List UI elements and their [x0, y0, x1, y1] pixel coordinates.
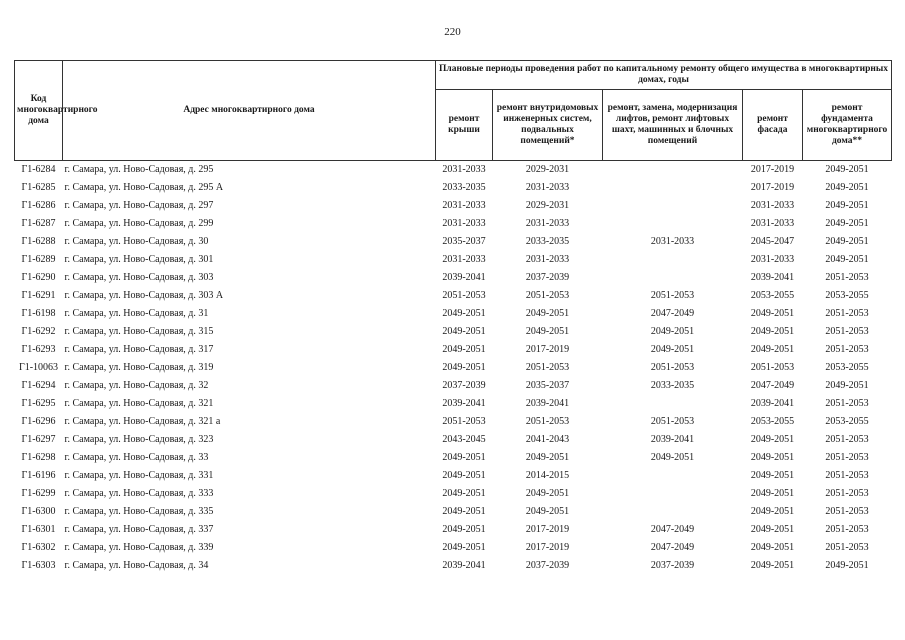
table-row — [15, 269, 892, 287]
cell-address: г. Самара, ул. Ново-Садовая, д. 315 — [64, 326, 214, 337]
cell-roof: 2049-2051 — [442, 470, 486, 481]
cell-facade: 2031-2033 — [750, 254, 795, 265]
cell-code: Г1-6295 — [21, 398, 56, 409]
cell-code: Г1-6296 — [21, 416, 56, 427]
cell-facade: 2049-2051 — [750, 452, 795, 463]
cell-address: г. Самара, ул. Ново-Садовая, д. 335 — [64, 506, 214, 517]
cell-code: Г1-6302 — [21, 542, 56, 553]
cell-internal-systems: 2049-2051 — [525, 488, 570, 499]
cell-internal-systems: 2037-2039 — [525, 560, 570, 571]
cell-foundation: 2049-2051 — [825, 560, 869, 571]
cell-code: Г1-6284 — [15, 161, 63, 180]
cell-internal-systems: 2017-2019 — [525, 344, 570, 355]
cell-address: г. Самара, ул. Ново-Садовая, д. 303 — [64, 272, 214, 283]
table-row — [15, 431, 892, 449]
cell-foundation: 2051-2053 — [825, 470, 869, 481]
cell-roof: 2031-2033 — [442, 200, 486, 211]
cell-foundation: 2051-2053 — [825, 344, 869, 355]
cell-code: Г1-6294 — [21, 380, 56, 391]
cell-address: г. Самара, ул. Ново-Садовая, д. 323 — [64, 434, 214, 445]
cell-lifts: 2049-2051 — [650, 452, 695, 463]
cell-roof: 2049-2051 — [442, 452, 486, 463]
cell-address: г. Самара, ул. Ново-Садовая, д. 317 — [64, 344, 214, 355]
cell-foundation: 2049-2051 — [803, 161, 892, 180]
table-row — [15, 557, 892, 575]
cell-address: г. Самара, ул. Ново-Садовая, д. 319 — [64, 362, 214, 373]
cell-foundation: 2049-2051 — [825, 254, 869, 265]
cell-lifts: 2051-2053 — [650, 290, 695, 301]
table-row — [15, 485, 892, 503]
cell-lifts: 2047-2049 — [650, 542, 695, 553]
table-row — [15, 467, 892, 485]
cell-roof: 2051-2053 — [442, 416, 486, 427]
cell-internal-systems: 2049-2051 — [525, 452, 570, 463]
cell-roof: 2031-2033 — [436, 161, 493, 180]
table-row — [15, 215, 892, 233]
cell-roof: 2033-2035 — [442, 182, 486, 193]
header-foundation: ремонт фундамента многоквартирного дома** — [803, 90, 892, 161]
table-row — [15, 413, 892, 431]
cell-code: Г1-6299 — [21, 488, 56, 499]
cell-code: Г1-6298 — [21, 452, 56, 463]
cell-facade: 2053-2055 — [750, 290, 795, 301]
cell-code: Г1-6291 — [21, 290, 56, 301]
cell-code: Г1-6285 — [21, 182, 56, 193]
table-row — [15, 179, 892, 197]
cell-foundation: 2053-2055 — [825, 290, 869, 301]
cell-foundation: 2049-2051 — [825, 200, 869, 211]
cell-roof: 2049-2051 — [442, 506, 486, 517]
cell-address: г. Самара, ул. Ново-Садовая, д. 34 — [64, 560, 209, 571]
cell-foundation: 2053-2055 — [825, 416, 869, 427]
table-row — [15, 305, 892, 323]
cell-foundation: 2049-2051 — [825, 380, 869, 391]
table-row — [15, 341, 892, 359]
cell-code: Г1-6297 — [21, 434, 56, 445]
cell-foundation: 2049-2051 — [825, 236, 869, 247]
cell-foundation: 2051-2053 — [825, 272, 869, 283]
table-row — [15, 323, 892, 341]
cell-internal-systems: 2033-2035 — [525, 236, 570, 247]
cell-lifts — [603, 161, 743, 180]
cell-lifts — [603, 467, 743, 485]
cell-internal-systems: 2051-2053 — [525, 416, 570, 427]
table-row — [15, 377, 892, 395]
cell-facade: 2049-2051 — [750, 542, 795, 553]
cell-internal-systems: 2051-2053 — [525, 290, 570, 301]
cell-foundation: 2051-2053 — [825, 308, 869, 319]
cell-facade: 2049-2051 — [750, 470, 795, 481]
cell-address: г. Самара, ул. Ново-Садовая, д. 301 — [64, 254, 214, 265]
cell-internal-systems: 2035-2037 — [525, 380, 570, 391]
cell-roof: 2039-2041 — [442, 272, 486, 283]
cell-code: Г1-6286 — [21, 200, 56, 211]
cell-facade: 2039-2041 — [750, 272, 795, 283]
cell-foundation: 2049-2051 — [825, 182, 869, 193]
cell-lifts — [603, 395, 743, 413]
cell-internal-systems: 2041-2043 — [525, 434, 570, 445]
cell-lifts — [603, 269, 743, 287]
cell-lifts — [603, 251, 743, 269]
cell-roof: 2039-2041 — [442, 398, 486, 409]
cell-facade: 2031-2033 — [750, 200, 795, 211]
table-body — [15, 161, 892, 576]
cell-facade: 2017-2019 — [750, 182, 795, 193]
cell-roof: 2049-2051 — [442, 524, 486, 535]
header-periods: Плановые периоды проведения работ по капитальному ремонту общего имущества в многоквартирных домах, годы — [436, 61, 892, 90]
cell-facade: 2051-2053 — [750, 362, 795, 373]
cell-lifts: 2049-2051 — [650, 326, 695, 337]
cell-address: г. Самара, ул. Ново-Садовая, д. 295 А — [64, 182, 224, 193]
cell-roof: 2049-2051 — [442, 488, 486, 499]
table-row — [15, 503, 892, 521]
table-row — [15, 395, 892, 413]
cell-facade: 2049-2051 — [750, 560, 795, 571]
cell-code: Г1-6293 — [21, 344, 56, 355]
header-internal-systems: ремонт внутридомовых инженерных систем, подвальных помещений* — [493, 90, 603, 161]
cell-facade: 2049-2051 — [750, 488, 795, 499]
table-row — [15, 521, 892, 539]
cell-foundation: 2051-2053 — [825, 398, 869, 409]
cell-facade: 2049-2051 — [750, 326, 795, 337]
cell-lifts — [603, 503, 743, 521]
cell-foundation: 2051-2053 — [825, 542, 869, 553]
cell-address: г. Самара, ул. Ново-Садовая, д. 31 — [64, 308, 209, 319]
cell-code: Г1-6198 — [21, 308, 56, 319]
cell-lifts: 2051-2053 — [650, 362, 695, 373]
cell-foundation: 2053-2055 — [825, 362, 869, 373]
cell-code: Г1-6303 — [21, 560, 56, 571]
header-lifts: ремонт, замена, модернизация лифтов, ремонт лифтовых шахт, машинных и блочных помещений — [603, 90, 743, 161]
cell-facade: 2045-2047 — [750, 236, 795, 247]
cell-code: Г1-6301 — [21, 524, 56, 535]
cell-facade: 2049-2051 — [750, 506, 795, 517]
cell-roof: 2049-2051 — [442, 308, 486, 319]
cell-facade: 2031-2033 — [750, 218, 795, 229]
table-row — [15, 161, 892, 180]
cell-roof: 2035-2037 — [442, 236, 486, 247]
cell-address: г. Самара, ул. Ново-Садовая, д. 297 — [64, 200, 214, 211]
cell-address: г. Самара, ул. Ново-Садовая, д. 321 — [64, 398, 214, 409]
cell-roof: 2049-2051 — [442, 362, 486, 373]
table-row — [15, 359, 892, 377]
cell-lifts — [603, 215, 743, 233]
cell-code: Г1-6290 — [21, 272, 56, 283]
cell-lifts: 2047-2049 — [650, 308, 695, 319]
cell-internal-systems: 2049-2051 — [525, 308, 570, 319]
cell-lifts: 2033-2035 — [650, 380, 695, 391]
cell-internal-systems: 2017-2019 — [525, 524, 570, 535]
cell-roof: 2051-2053 — [442, 290, 486, 301]
cell-lifts: 2039-2041 — [650, 434, 695, 445]
cell-address: г. Самара, ул. Ново-Садовая, д. 32 — [64, 380, 209, 391]
cell-roof: 2049-2051 — [442, 542, 486, 553]
cell-code: Г1-6288 — [21, 236, 56, 247]
cell-address: г. Самара, ул. Ново-Садовая, д. 333 — [64, 488, 214, 499]
cell-internal-systems: 2031-2033 — [525, 254, 570, 265]
table-row — [15, 449, 892, 467]
cell-internal-systems: 2049-2051 — [525, 326, 570, 337]
cell-internal-systems: 2029-2031 — [525, 200, 570, 211]
cell-address: г. Самара, ул. Ново-Садовая, д. 299 — [64, 218, 214, 229]
cell-internal-systems: 2031-2033 — [525, 218, 570, 229]
cell-foundation: 2051-2053 — [825, 434, 869, 445]
cell-roof: 2049-2051 — [442, 326, 486, 337]
table-header — [15, 61, 892, 161]
cell-lifts: 2047-2049 — [650, 524, 695, 535]
cell-roof: 2031-2033 — [442, 254, 486, 265]
cell-code: Г1-6287 — [21, 218, 56, 229]
cell-lifts — [603, 197, 743, 215]
cell-foundation: 2051-2053 — [825, 506, 869, 517]
cell-roof: 2037-2039 — [442, 380, 486, 391]
cell-roof: 2039-2041 — [442, 560, 486, 571]
cell-foundation: 2051-2053 — [825, 524, 869, 535]
header-address: Адрес многоквартирного дома — [63, 61, 436, 161]
cell-facade: 2053-2055 — [750, 416, 795, 427]
cell-address: г. Самара, ул. Ново-Садовая, д. 295 — [63, 161, 436, 180]
cell-lifts: 2037-2039 — [650, 560, 695, 571]
cell-internal-systems: 2049-2051 — [525, 506, 570, 517]
table-row — [15, 197, 892, 215]
cell-internal-systems: 2017-2019 — [525, 542, 570, 553]
header-facade: ремонт фасада — [743, 90, 803, 161]
cell-facade: 2017-2019 — [743, 161, 803, 180]
cell-internal-systems: 2037-2039 — [525, 272, 570, 283]
cell-facade: 2039-2041 — [750, 398, 795, 409]
cell-foundation: 2051-2053 — [825, 488, 869, 499]
header-code: Код многоквартирного дома — [15, 61, 63, 161]
cell-internal-systems: 2029-2031 — [493, 161, 603, 180]
cell-internal-systems: 2039-2041 — [525, 398, 570, 409]
cell-code: Г1-6196 — [21, 470, 56, 481]
header-roof: ремонт крыши — [436, 90, 493, 161]
cell-roof: 2031-2033 — [442, 218, 486, 229]
cell-internal-systems: 2014-2015 — [525, 470, 570, 481]
cell-lifts: 2049-2051 — [650, 344, 695, 355]
cell-address: г. Самара, ул. Ново-Садовая, д. 331 — [64, 470, 214, 481]
cell-foundation: 2049-2051 — [825, 218, 869, 229]
cell-internal-systems: 2051-2053 — [525, 362, 570, 373]
cell-lifts — [603, 485, 743, 503]
cell-code: Г1-6289 — [21, 254, 56, 265]
cell-address: г. Самара, ул. Ново-Садовая, д. 33 — [64, 452, 209, 463]
cell-facade: 2049-2051 — [750, 344, 795, 355]
cell-internal-systems: 2031-2033 — [525, 182, 570, 193]
cell-address: г. Самара, ул. Ново-Садовая, д. 321 а — [64, 416, 221, 427]
table-row — [15, 233, 892, 251]
cell-facade: 2049-2051 — [750, 524, 795, 535]
cell-lifts: 2031-2033 — [650, 236, 695, 247]
cell-roof: 2043-2045 — [442, 434, 486, 445]
cell-facade: 2047-2049 — [750, 380, 795, 391]
cell-address: г. Самара, ул. Ново-Садовая, д. 30 — [64, 236, 209, 247]
cell-address: г. Самара, ул. Ново-Садовая, д. 337 — [64, 524, 214, 535]
cell-facade: 2049-2051 — [750, 434, 795, 445]
capital-repair-table — [14, 60, 892, 575]
table-row — [15, 539, 892, 557]
cell-code: Г1-6292 — [21, 326, 56, 337]
cell-foundation: 2051-2053 — [825, 326, 869, 337]
cell-address: г. Самара, ул. Ново-Садовая, д. 339 — [64, 542, 214, 553]
cell-code: Г1-6300 — [21, 506, 56, 517]
cell-address: г. Самара, ул. Ново-Садовая, д. 303 А — [64, 290, 224, 301]
table-row — [15, 287, 892, 305]
cell-foundation: 2051-2053 — [825, 452, 869, 463]
cell-lifts — [603, 179, 743, 197]
cell-roof: 2049-2051 — [442, 344, 486, 355]
cell-lifts: 2051-2053 — [650, 416, 695, 427]
table-row — [15, 251, 892, 269]
cell-code: Г1-10063 — [18, 362, 59, 373]
page-number: 220 — [444, 26, 461, 38]
cell-facade: 2049-2051 — [750, 308, 795, 319]
